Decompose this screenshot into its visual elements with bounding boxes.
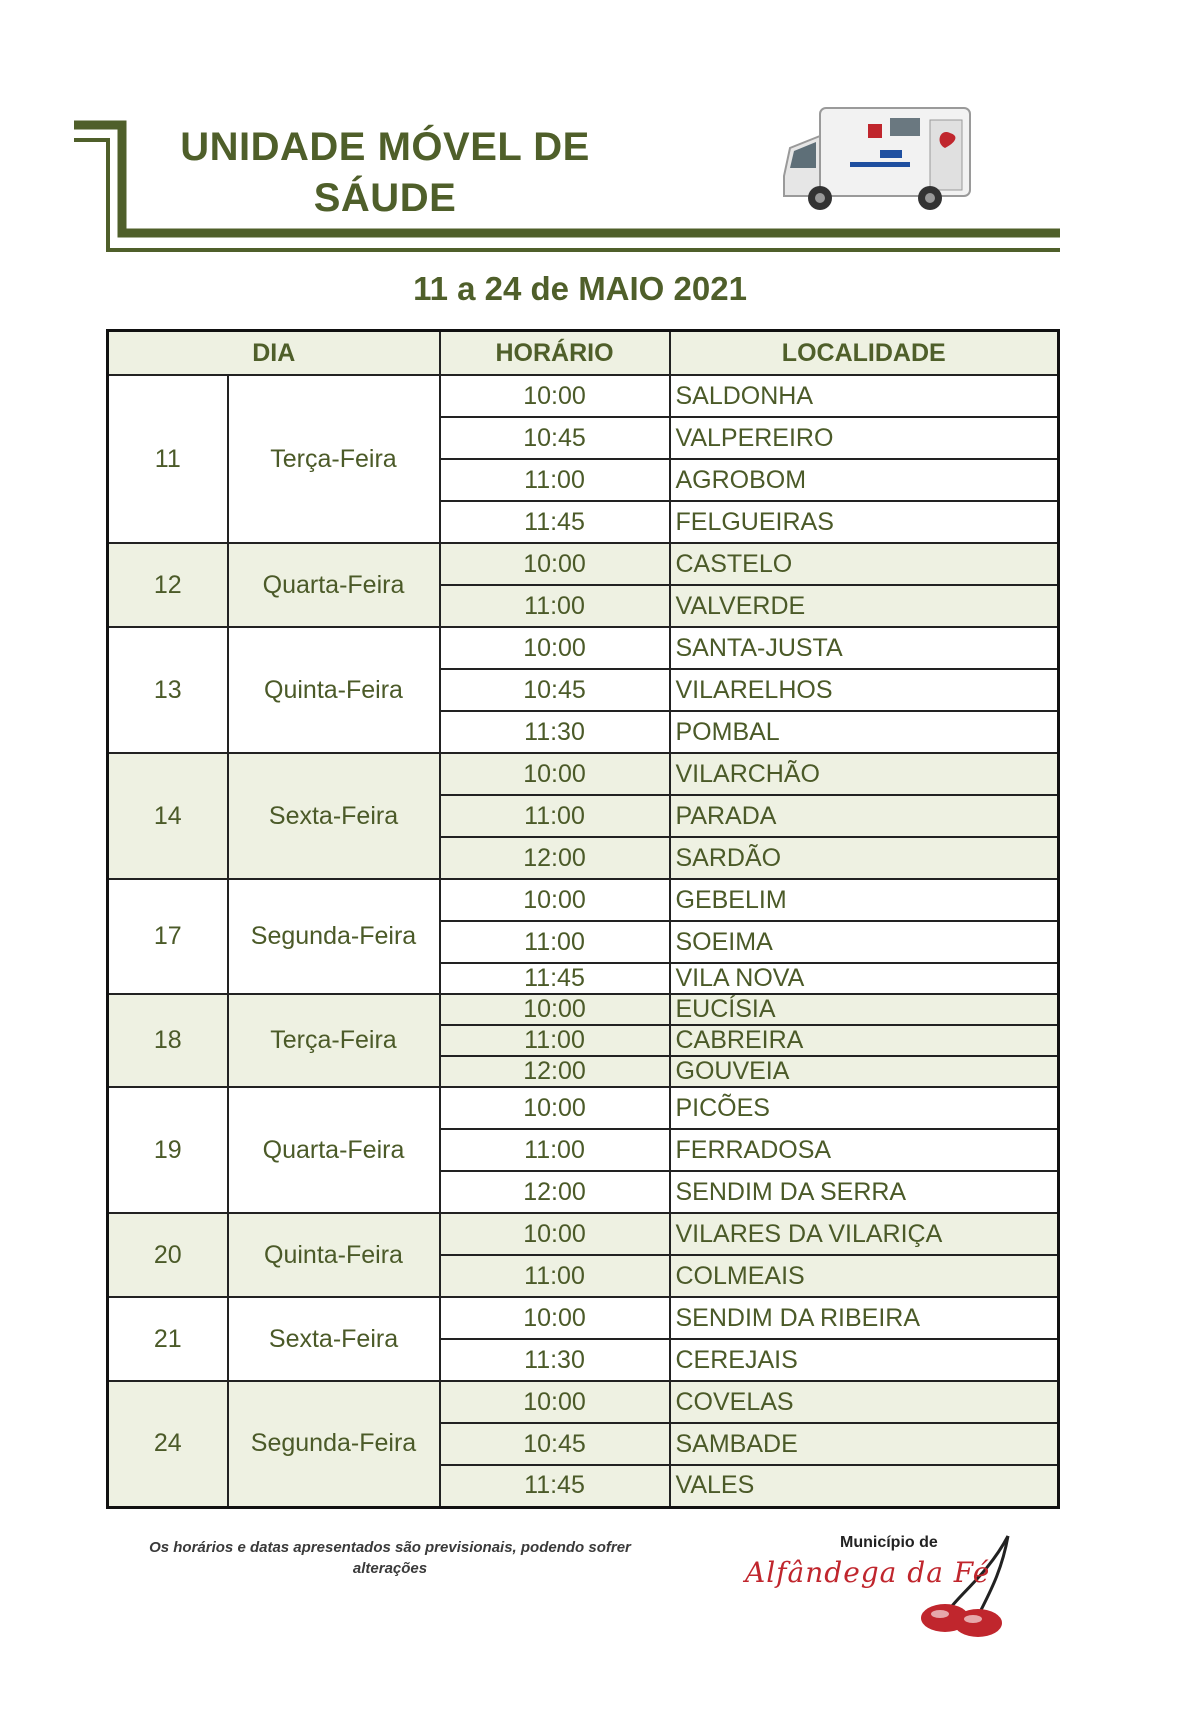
locality-cell: FELGUEIRAS [670,501,1059,543]
locality-cell: GEBELIM [670,879,1059,921]
locality-cell: VILARELHOS [670,669,1059,711]
locality-cell: CASTELO [670,543,1059,585]
locality-cell: CEREJAIS [670,1339,1059,1381]
time-cell: 11:00 [440,1025,670,1056]
time-cell: 10:45 [440,417,670,459]
time-cell: 11:45 [440,963,670,994]
locality-cell: VALVERDE [670,585,1059,627]
time-cell: 11:00 [440,1255,670,1297]
day-number: 14 [108,753,228,879]
day-number: 24 [108,1381,228,1507]
weekday: Sexta-Feira [228,1297,440,1381]
mobile-unit-van-image [780,98,980,218]
time-cell: 10:00 [440,753,670,795]
weekday: Sexta-Feira [228,753,440,879]
time-cell: 11:30 [440,711,670,753]
title-line-1: UNIDADE MÓVEL DE [180,125,590,169]
locality-cell: CABREIRA [670,1025,1059,1056]
locality-cell: FERRADOSA [670,1129,1059,1171]
time-cell: 11:00 [440,921,670,963]
day-number: 18 [108,994,228,1087]
locality-cell: GOUVEIA [670,1056,1059,1087]
time-cell: 10:00 [440,543,670,585]
title-line-2: SÁUDE [313,176,457,220]
column-header-horario: HORÁRIO [440,331,670,376]
time-cell: 12:00 [440,1171,670,1213]
locality-cell: SAMBADE [670,1423,1059,1465]
weekday: Quinta-Feira [228,1213,440,1297]
time-cell: 10:00 [440,994,670,1025]
locality-cell: VALES [670,1465,1059,1507]
day-number: 12 [108,543,228,627]
weekday: Segunda-Feira [228,1381,440,1507]
disclaimer-note: Os horários e datas apresentados são previsionais, podendo sofrer alterações [149,1539,631,1577]
locality-cell: SOEIMA [670,921,1059,963]
schedule-table [106,329,1060,1509]
locality-cell: VALPEREIRO [670,417,1059,459]
time-cell: 10:00 [440,1213,670,1255]
time-cell: 10:00 [440,375,670,417]
column-header-dia: DIA [108,331,440,376]
locality-cell: VILARES DA VILARIÇA [670,1213,1059,1255]
locality-cell: SANTA-JUSTA [670,627,1059,669]
schedule-body [108,375,1059,1507]
locality-cell: VILA NOVA [670,963,1059,994]
time-cell: 10:00 [440,1381,670,1423]
day-number: 19 [108,1087,228,1213]
locality-cell: SARDÃO [670,837,1059,879]
locality-cell: AGROBOM [670,459,1059,501]
time-cell: 10:00 [440,1297,670,1339]
locality-cell: PARADA [670,795,1059,837]
time-cell: 11:45 [440,501,670,543]
weekday: Terça-Feira [228,994,440,1087]
weekday: Quinta-Feira [228,627,440,753]
locality-cell: PICÕES [670,1087,1059,1129]
page-title [150,122,620,224]
time-cell: 12:00 [440,837,670,879]
column-header-localidade: LOCALIDADE [670,331,1059,376]
table-row [108,1087,1059,1129]
day-number: 13 [108,627,228,753]
table-row [108,1213,1059,1255]
time-cell: 11:30 [440,1339,670,1381]
weekday: Segunda-Feira [228,879,440,994]
weekday: Quarta-Feira [228,1087,440,1213]
day-number: 20 [108,1213,228,1297]
time-cell: 11:00 [440,585,670,627]
time-cell: 11:00 [440,1129,670,1171]
day-number: 17 [108,879,228,994]
weekday: Terça-Feira [228,375,440,543]
date-range-heading: 11 a 24 de MAIO 2021 [413,270,747,307]
table-row [108,753,1059,795]
time-cell: 10:45 [440,1423,670,1465]
locality-cell: SALDONHA [670,375,1059,417]
table-row [108,543,1059,585]
table-row [108,375,1059,417]
locality-cell: COVELAS [670,1381,1059,1423]
logo-script: Alfândega da Fé [745,1556,991,1589]
locality-cell: POMBAL [670,711,1059,753]
locality-cell: SENDIM DA RIBEIRA [670,1297,1059,1339]
locality-cell: VILARCHÃO [670,753,1059,795]
time-cell: 11:00 [440,459,670,501]
time-cell: 11:00 [440,795,670,837]
time-cell: 11:45 [440,1465,670,1507]
day-number: 11 [108,375,228,543]
time-cell: 10:45 [440,669,670,711]
time-cell: 10:00 [440,627,670,669]
table-row [108,1297,1059,1339]
table-row [108,994,1059,1025]
time-cell: 12:00 [440,1056,670,1087]
locality-cell: SENDIM DA SERRA [670,1171,1059,1213]
locality-cell: COLMEAIS [670,1255,1059,1297]
table-row [108,1381,1059,1423]
time-cell: 10:00 [440,879,670,921]
table-header-row [108,331,1059,376]
table-row [108,627,1059,669]
weekday: Quarta-Feira [228,543,440,627]
locality-cell: EUCÍSIA [670,994,1059,1025]
table-row [108,879,1059,921]
day-number: 21 [108,1297,228,1381]
time-cell: 10:00 [440,1087,670,1129]
logo-label: Município de [840,1534,938,1551]
